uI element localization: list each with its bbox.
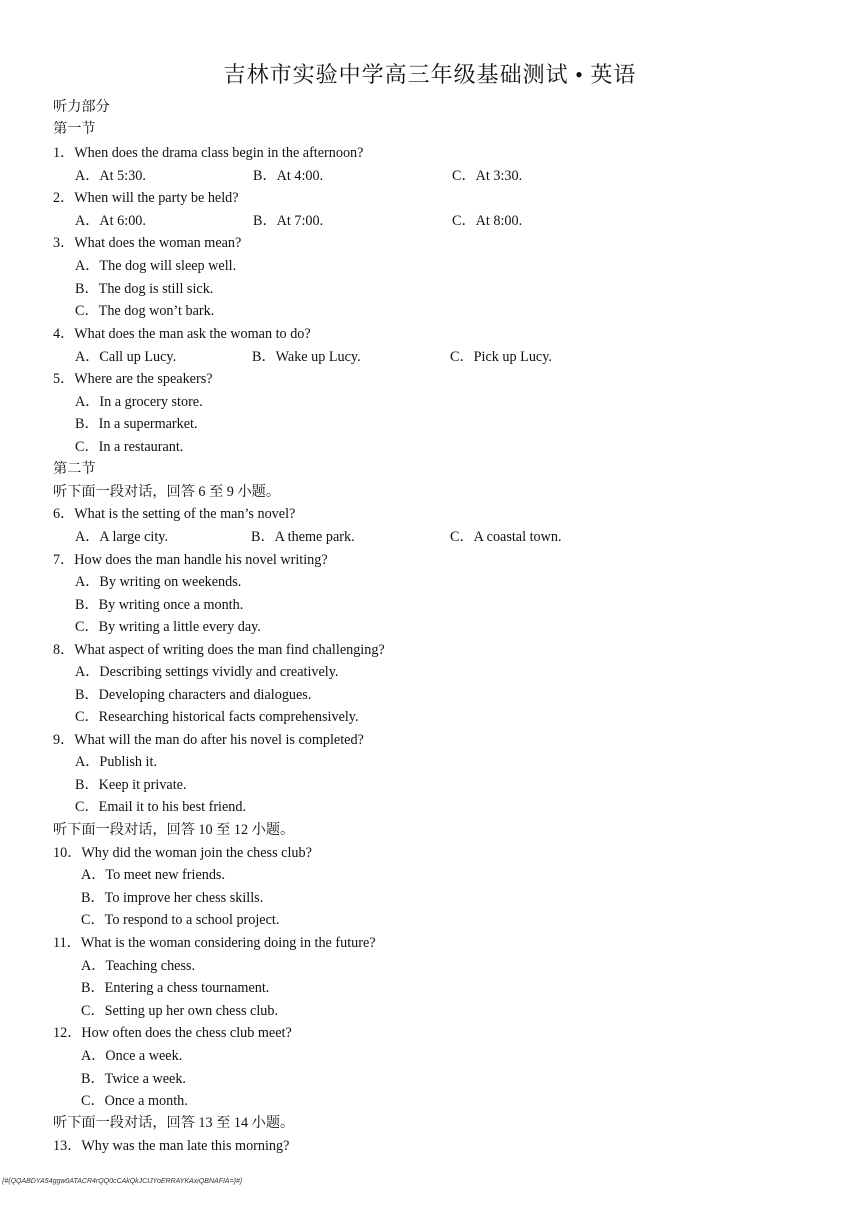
q4-option-b: B．Wake up Lucy. — [252, 349, 361, 365]
q8-option-c: C．Researching historical facts comprehensively. — [75, 709, 359, 725]
question-3: 3．What does the woman mean? — [53, 235, 242, 251]
section-listening: 听力部分 — [53, 99, 110, 115]
q6-option-b: B．A theme park. — [251, 529, 355, 545]
q1-option-c: C．At 3:30. — [452, 168, 523, 184]
q2-option-b: B．At 7:00. — [253, 213, 324, 229]
q10-option-c: C．To respond to a school project. — [81, 912, 280, 928]
question-2: 2．When will the party be held? — [53, 190, 239, 206]
question-4: 4．What does the man ask the woman to do? — [53, 326, 311, 342]
q6-option-c: C．A coastal town. — [450, 529, 562, 545]
q11-option-b: B．Entering a chess tournament. — [81, 980, 270, 996]
q2-option-a: A．At 6:00. — [75, 213, 146, 229]
q1-option-b: B．At 4:00. — [253, 168, 324, 184]
q1-option-a: A．At 5:30. — [75, 168, 146, 184]
q9-option-a: A．Publish it. — [75, 754, 157, 770]
instruction-10-12: 听下面一段对话，回答 10 至 12 小题。 — [53, 822, 295, 838]
q8-option-a: A．Describing settings vividly and creatively. — [75, 664, 339, 680]
q11-option-c: C．Setting up her own chess club. — [81, 1003, 279, 1019]
q12-option-b: B．Twice a week. — [81, 1071, 186, 1087]
section-part1: 第一节 — [53, 121, 96, 137]
q12-option-a: A．Once a week. — [81, 1048, 183, 1064]
q4-option-a: A．Call up Lucy. — [75, 349, 177, 365]
q12-option-c: C．Once a month. — [81, 1093, 188, 1109]
q6-option-a: A．A large city. — [75, 529, 168, 545]
question-11: 11．What is the woman considering doing in the future? — [53, 935, 376, 951]
question-10: 10．Why did the woman join the chess club? — [53, 845, 312, 861]
q7-option-b: B．By writing once a month. — [75, 597, 244, 613]
q7-option-a: A．By writing on weekends. — [75, 574, 242, 590]
q3-option-c: C．The dog won’t bark. — [75, 303, 215, 319]
question-1: 1．When does the drama class begin in the afternoon? — [53, 145, 364, 161]
question-5: 5．Where are the speakers? — [53, 371, 213, 387]
q2-option-c: C．At 8:00. — [452, 213, 523, 229]
q5-option-a: A．In a grocery store. — [75, 394, 203, 410]
question-6: 6．What is the setting of the man’s novel? — [53, 506, 296, 522]
q8-option-b: B．Developing characters and dialogues. — [75, 687, 312, 703]
q3-option-a: A．The dog will sleep well. — [75, 258, 237, 274]
instruction-6-9: 听下面一段对话，回答 6 至 9 小题。 — [53, 484, 281, 500]
q4-option-c: C．Pick up Lucy. — [450, 349, 552, 365]
instruction-13-14: 听下面一段对话，回答 13 至 14 小题。 — [53, 1115, 295, 1131]
q11-option-a: A．Teaching chess. — [81, 958, 196, 974]
q3-option-b: B．The dog is still sick. — [75, 281, 214, 297]
question-7: 7．How does the man handle his novel writing? — [53, 552, 328, 568]
q7-option-c: C．By writing a little every day. — [75, 619, 261, 635]
section-part2: 第二节 — [53, 461, 96, 477]
q10-option-a: A．To meet new friends. — [81, 867, 225, 883]
q5-option-b: B．In a supermarket. — [75, 416, 198, 432]
q9-option-c: C．Email it to his best friend. — [75, 799, 247, 815]
q9-option-b: B．Keep it private. — [75, 777, 187, 793]
q5-option-c: C．In a restaurant. — [75, 439, 184, 455]
question-8: 8．What aspect of writing does the man find challenging? — [53, 642, 385, 658]
question-9: 9．What will the man do after his novel is completed? — [53, 732, 364, 748]
question-12: 12．How often does the chess club meet? — [53, 1025, 292, 1041]
page-title: 吉林市实验中学高三年级基础测试 • 英语 — [223, 62, 637, 87]
footer-watermark-code: {#{QQABDYA54ggw0ATACR4rQQ0cCAkQkJCIJYoERRAYKAxiQBNAFIA=}#} — [2, 1178, 243, 1185]
question-13: 13．Why was the man late this morning? — [53, 1138, 290, 1154]
q10-option-b: B．To improve her chess skills. — [81, 890, 264, 906]
